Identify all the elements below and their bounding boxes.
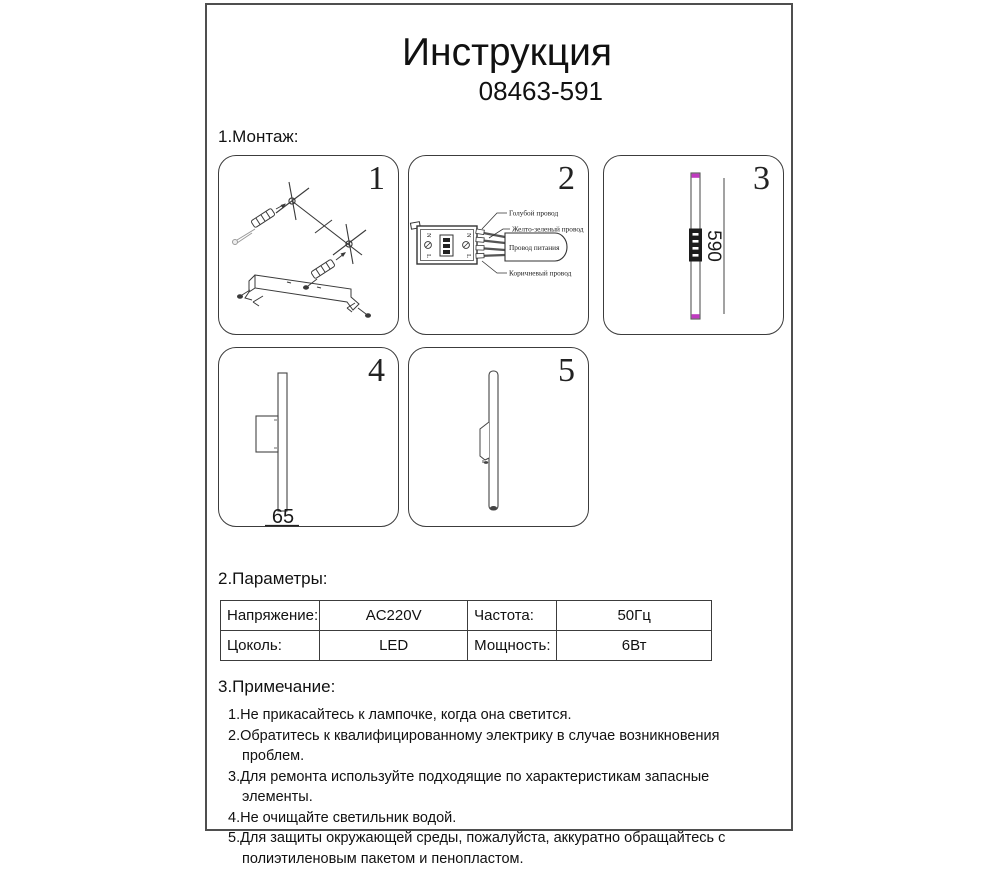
step-number-2: 2 [558, 160, 575, 197]
section-heading-notes: 3.Примечание: [218, 677, 336, 696]
step-number-4: 4 [368, 352, 385, 389]
step-number-1: 1 [368, 160, 385, 197]
diagram-step-2 [408, 155, 589, 335]
table-row [221, 601, 712, 631]
param-label: Мощность: [468, 631, 557, 661]
page-border [205, 3, 793, 867]
param-value: 50Гц [557, 601, 712, 631]
param-label: Напряжение: [221, 601, 320, 631]
param-label: Цоколь: [221, 631, 320, 661]
terminal-mark-n-left: N [425, 233, 432, 238]
note-item: 1.Не прикасайтесь к лампочке, когда она светится. [228, 707, 572, 723]
wire-label-power: Провод питания [509, 243, 560, 252]
param-value: LED [320, 631, 468, 661]
fixture-cap-bottom [692, 314, 700, 318]
page-title: Инструкция [402, 31, 612, 74]
wire-label-yellow-green: Желто-зеленый провод [512, 224, 584, 234]
diagram-step-4 [218, 347, 399, 527]
step-number-5: 5 [558, 352, 575, 389]
step-number-3: 3 [753, 160, 770, 197]
wire-label-blue: Голубой провод [509, 208, 559, 218]
terminal-mark-l-left: L [425, 254, 432, 258]
dimension-590: 590 [703, 230, 724, 262]
note-item: 2.Обратитесь к квалифицированному электрику в случае возникновения проблем. [228, 727, 720, 764]
param-label: Частота: [468, 601, 557, 631]
parameters-table [220, 600, 712, 661]
note-item: 4.Не очищайте светильник водой. [228, 809, 457, 826]
note-item: 3.Для ремонта используйте подходящие по характеристикам запасные элементы. [228, 768, 710, 805]
fixture-cap-top [692, 174, 700, 178]
section-heading-montage: 1.Монтаж: [218, 127, 299, 146]
model-number: 08463-591 [478, 76, 603, 106]
param-value: 6Вт [557, 631, 712, 661]
terminal-mark-l-right: L [465, 254, 472, 258]
diagram-step-1 [218, 155, 399, 335]
dimension-65: 65 [271, 506, 295, 528]
diagram-step-3 [603, 155, 784, 335]
terminal-mark-n-right: N [465, 233, 472, 238]
notes-list [228, 705, 776, 869]
diagram-step-5 [408, 347, 589, 527]
note-item: 5.Для защиты окружающей среды, пожалуйста, аккуратно обращайтесь с полиэтиленовым пакетом и пенопластом. [228, 830, 726, 867]
wire-label-brown: Коричневый провод [509, 268, 572, 278]
param-value: AC220V [320, 601, 468, 631]
table-row [221, 631, 712, 661]
section-heading-params: 2.Параметры: [218, 569, 328, 588]
